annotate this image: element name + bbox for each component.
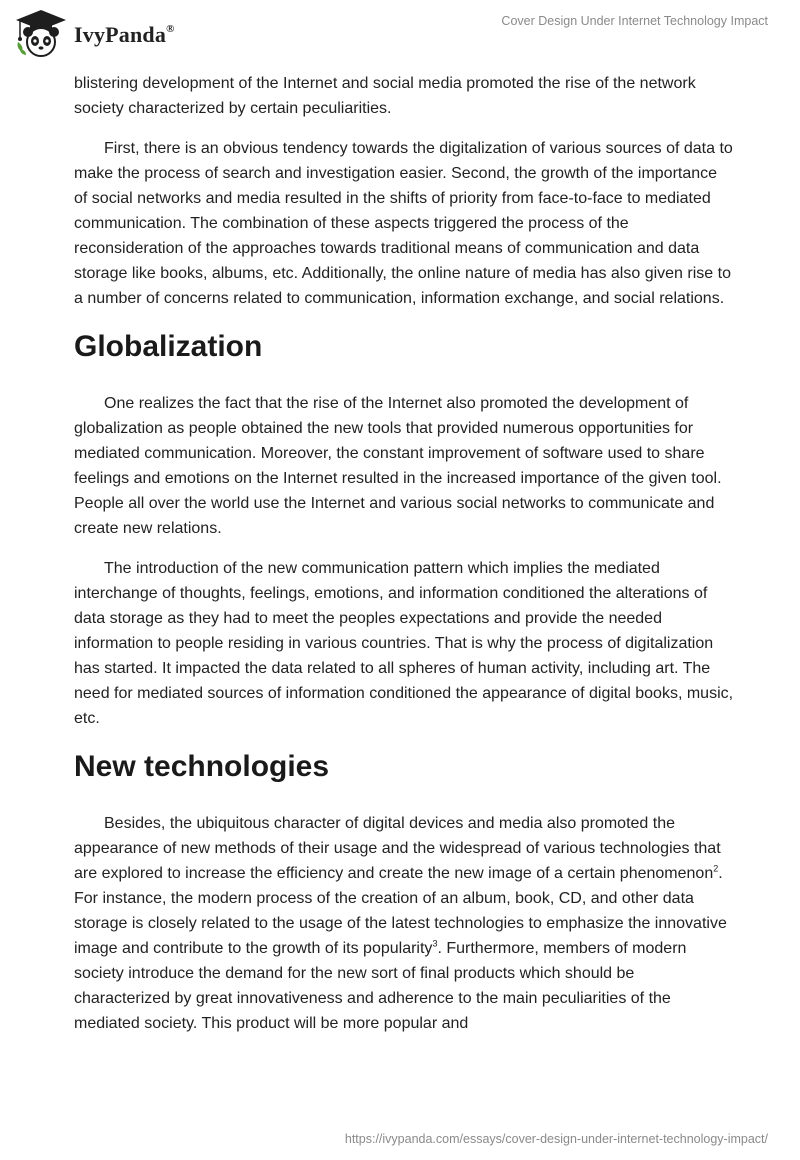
paragraph-text: . Furthermore, members of modern society introduce the demand for the new sort of final products which should be characterized by great innovativeness and adherence to the main peculiarities of the mediated society. This product will be more popular and: [74, 940, 687, 1032]
paragraph: One realizes the fact that the rise of the Internet also promoted the development of globalization as people obtained the new tools that provided numerous opportunities for mediated communication. Moreover, the constant improvement of software used to share feelings and emotions on the Internet resulted in the increased importance of the given tool. People all over the world use the Internet and various social networks to communicate and create new relations.: [74, 395, 722, 537]
paragraph: First, there is an obvious tendency towards the digitalization of various sources of data to make the process of search and investigation easier. Second, the growth of the importance of social networks and media resulted in the shifts of priority from face-to-face to mediated communication. The combination of these aspects triggered the process of the reconsideration of the approaches towards traditional means of communication and data storage like books, albums, etc. Additionally, the online nature of media has also given rise to a number of concerns related to communication, information exchange, and social relations.: [74, 140, 733, 307]
paragraph-text: Besides, the ubiquitous character of digital devices and media also promoted the appearance of new methods of their usage and the widespread of various technologies that are explored to increase the efficiency and create the new image of a certain phenomenon: [74, 815, 721, 882]
essay-content: [74, 71, 734, 1051]
section-heading-new-technologies: New technologies: [74, 750, 330, 783]
paragraph-text: . For instance, the modern process of the creation of an album, book, CD, and other data storage is closely related to the usage of the latest technologies to emphasize the innovative image and contribute to the growth of its popularity: [74, 865, 727, 957]
panda-graduation-cap-icon: [14, 8, 68, 58]
paragraph-with-footnotes: [74, 811, 734, 1036]
footnote-ref-3[interactable]: 3: [432, 938, 438, 949]
paragraph: The introduction of the new communication pattern which implies the mediated interchange of thoughts, feelings, emotions, and information conditioned the alterations of data storage as they had to meet the peoples expectations and provide the needed information to people residing in various countries. That is why the process of digitalization has started. It impacted the data related to all spheres of human activity, including art. The need for mediated sources of information conditioned the appearance of digital books, music, etc.: [74, 560, 734, 727]
brand-name: IvyPanda®: [74, 22, 175, 47]
page-url[interactable]: https://ivypanda.com/essays/cover-design-under-internet-technology-impact/: [344, 1132, 768, 1146]
document-title: Cover Design Under Internet Technology Impact: [501, 14, 768, 28]
page-header: [0, 0, 800, 70]
ivypanda-logo[interactable]: [14, 8, 175, 58]
paragraph-continued: blistering development of the Internet and social media promoted the rise of the network society characterized by certain peculiarities.: [74, 75, 696, 117]
section-heading-globalization: Globalization: [74, 330, 263, 363]
footnote-ref-2[interactable]: 2: [713, 863, 719, 874]
